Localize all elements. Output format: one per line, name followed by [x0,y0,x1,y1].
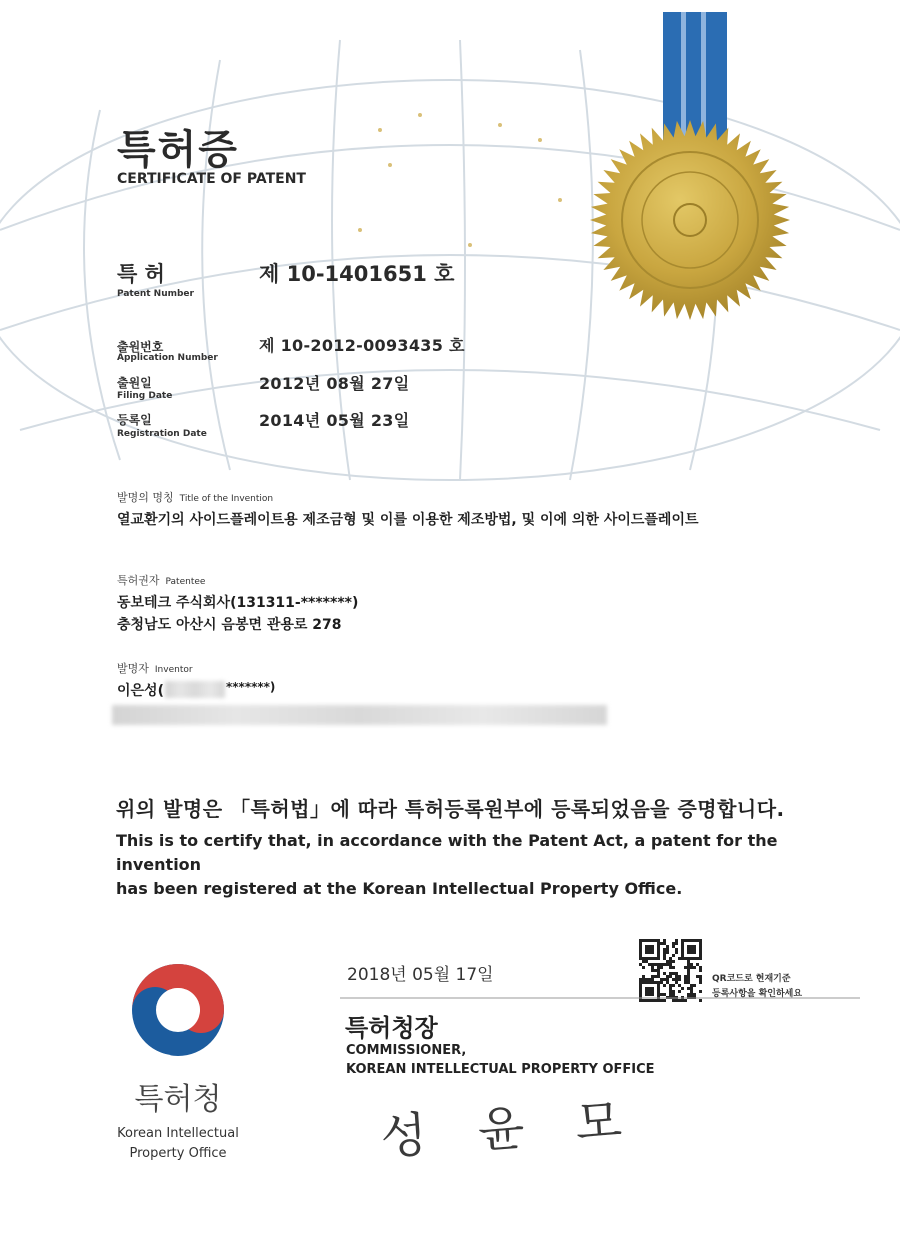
commissioner-en-line2: KOREAN INTELLECTUAL PROPERTY OFFICE [346,1062,655,1077]
filing-date-value: 2012년 08월 27일 [259,374,410,393]
certification-en-line2: has been registered at the Korean Intellectual Property Office. [116,879,683,898]
office-name-en-line1: Korean Intellectual [117,1126,239,1141]
inventor-label-ko: 발명자 [117,662,149,675]
application-number-value: 제 10-2012-0093435 호 [259,336,465,355]
patentee-address: 충청남도 아산시 음봉면 관용로 278 [117,617,342,633]
invention-label-ko: 발명의 명칭 [117,491,174,504]
issue-date: 2018년 05월 17일 [347,965,494,985]
certificate-title: 특허증 [117,127,239,173]
inventor-label-en: Inventor [154,665,193,675]
inventor-name-suffix: *******) [226,680,276,694]
kipo-logo-icon [129,964,224,1058]
qr-code-icon [638,938,702,1002]
redacted-line [112,705,607,725]
invention-label [117,489,273,505]
registration-date-label-en: Registration Date [117,429,207,439]
patent-number-label-en: Patent Number [117,289,194,299]
office-name-ko: 특허청 [134,1082,222,1117]
commissioner-en-line1: COMMISSIONER, [346,1043,467,1058]
application-number-label-en: Application Number [117,353,218,363]
application-number-label: 출원번호 [117,340,164,354]
patent-number-label: 특 허 [117,262,165,286]
filing-date-label-en: Filing Date [117,391,173,401]
inventor-name-prefix: 이은성( [117,683,164,699]
signature: 성 윤 모 [378,1092,642,1166]
commissioner-title: 특허청장 [345,1014,438,1042]
patentee-name: 동보테크 주식회사(131311-*******) [117,595,359,611]
certification-ko: 위의 발명은 「특허법」에 따라 특허등록원부에 등록되었음을 증명합니다. [116,797,785,821]
patentee-label-ko: 특허권자 [117,574,160,587]
certificate-title-en: CERTIFICATE OF PATENT [117,171,306,187]
redacted-block [165,681,225,698]
qr-note-line2: 등록사항을 확인하세요 [712,989,803,999]
patentee-label [117,572,205,588]
registration-date-value: 2014년 05월 23일 [259,411,410,430]
patentee-label-en: Patentee [165,577,206,587]
qr-note-line1: QR코드로 현재기준 [712,974,791,984]
invention-title: 열교환기의 사이드플레이트용 제조금형 및 이를 이용한 제조방법, 및 이에 의한 사이드플레이트 [117,512,699,528]
inventor-label [117,660,193,676]
office-name-en-line2: Property Office [129,1146,227,1161]
certification-en-line1: This is to certify that, in accordance with the Patent Act, a patent for the invention [116,831,778,874]
certification-en [116,829,836,901]
filing-date-label: 출원일 [117,376,152,390]
patent-number-value: 제 10-1401651 호 [259,262,455,286]
globe-dots [358,113,562,247]
gold-seal-icon [590,120,790,320]
registration-date-label: 등록일 [117,413,152,427]
invention-label-en: Title of the Invention [179,494,274,504]
